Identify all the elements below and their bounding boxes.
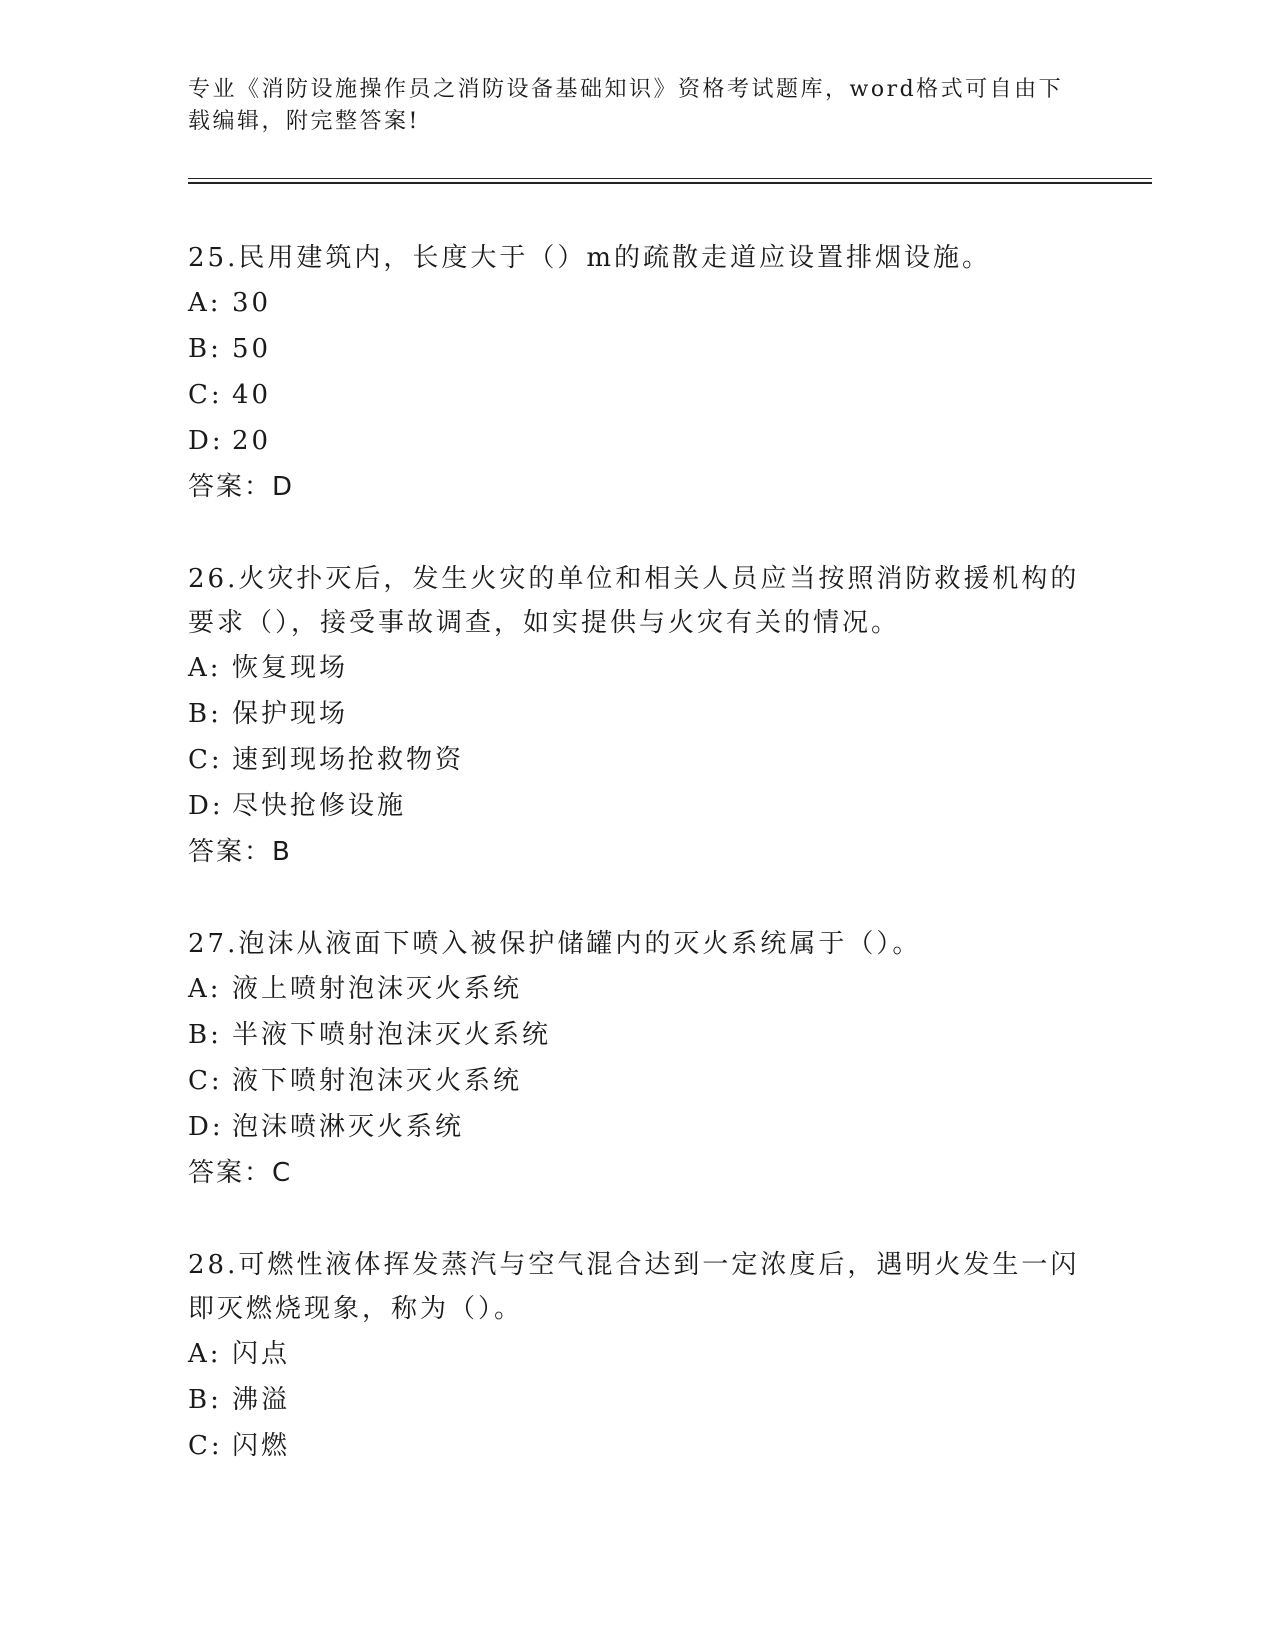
option-text: 闪燃 (232, 1431, 291, 1461)
option-text: 液上喷射泡沫灭火系统 (232, 974, 523, 1004)
option-text: 半液下喷射泡沫灭火系统 (232, 1020, 552, 1050)
option-text: 速到现场抢救物资 (232, 745, 465, 775)
question-stem: 25.民用建筑内，长度大于（）m的疏散走道应设置排烟设施。 (188, 243, 992, 273)
header-divider-thick (188, 182, 1152, 184)
option-d (188, 1104, 1088, 1150)
option-text: 恢复现场 (232, 653, 349, 683)
question-stem: 26.火灾扑灭后，发生火灾的单位和相关人员应当按照消防救援机构的要求（），接受事故调查，如实提供与火灾有关的情况。 (188, 564, 1080, 638)
option-letter: A: (188, 974, 222, 1004)
option-b (188, 691, 1088, 737)
option-a (188, 645, 1088, 691)
option-text: 30 (232, 288, 272, 318)
question-stem: 27.泡沫从液面下喷入被保护储罐内的灭火系统属于（）。 (188, 929, 922, 959)
option-a (188, 280, 1088, 326)
option-letter: D: (188, 791, 224, 821)
option-text: 保护现场 (232, 699, 349, 729)
option-text: 沸溢 (232, 1385, 291, 1415)
option-b (188, 326, 1088, 372)
option-text: 40 (232, 380, 272, 410)
question-28 (188, 1243, 1088, 1469)
question-stem: 28.可燃性液体挥发蒸汽与空气混合达到一定浓度后，遇明火发生一闪即灭燃烧现象，称为（）。 (188, 1250, 1080, 1324)
option-letter: D: (188, 426, 224, 456)
question-26 (188, 557, 1088, 875)
option-letter: B: (188, 1385, 222, 1415)
option-c (188, 1423, 1088, 1469)
option-letter: B: (188, 1020, 222, 1050)
option-letter: C: (188, 1431, 223, 1461)
option-b (188, 1377, 1088, 1423)
option-letter: C: (188, 380, 223, 410)
option-letter: C: (188, 745, 223, 775)
option-c (188, 372, 1088, 418)
answer-line: 答案：C (188, 1158, 293, 1188)
question-27 (188, 922, 1088, 1196)
question-25 (188, 236, 1088, 510)
option-letter: A: (188, 288, 222, 318)
option-text: 泡沫喷淋灭火系统 (232, 1112, 465, 1142)
option-letter: A: (188, 1339, 222, 1369)
option-letter: B: (188, 699, 222, 729)
document-intro: 专业《消防设施操作员之消防设备基础知识》资格考试题库，word格式可自由下载编辑，附完整答案! (188, 77, 1064, 134)
option-text: 闪点 (232, 1339, 291, 1369)
option-b (188, 1012, 1088, 1058)
option-letter: D: (188, 1112, 224, 1142)
option-text: 50 (232, 334, 272, 364)
option-text: 20 (232, 426, 272, 456)
option-letter: C: (188, 1066, 223, 1096)
option-text: 液下喷射泡沫灭火系统 (232, 1066, 523, 1096)
option-c (188, 737, 1088, 783)
answer-line: 答案：D (188, 472, 295, 502)
option-d (188, 783, 1088, 829)
option-text: 尽快抢修设施 (232, 791, 407, 821)
option-letter: B: (188, 334, 222, 364)
option-d (188, 418, 1088, 464)
answer-line: 答案：B (188, 837, 292, 867)
header-divider-thin (188, 178, 1152, 179)
option-a (188, 966, 1088, 1012)
option-c (188, 1058, 1088, 1104)
option-letter: A: (188, 653, 222, 683)
option-a (188, 1331, 1088, 1377)
